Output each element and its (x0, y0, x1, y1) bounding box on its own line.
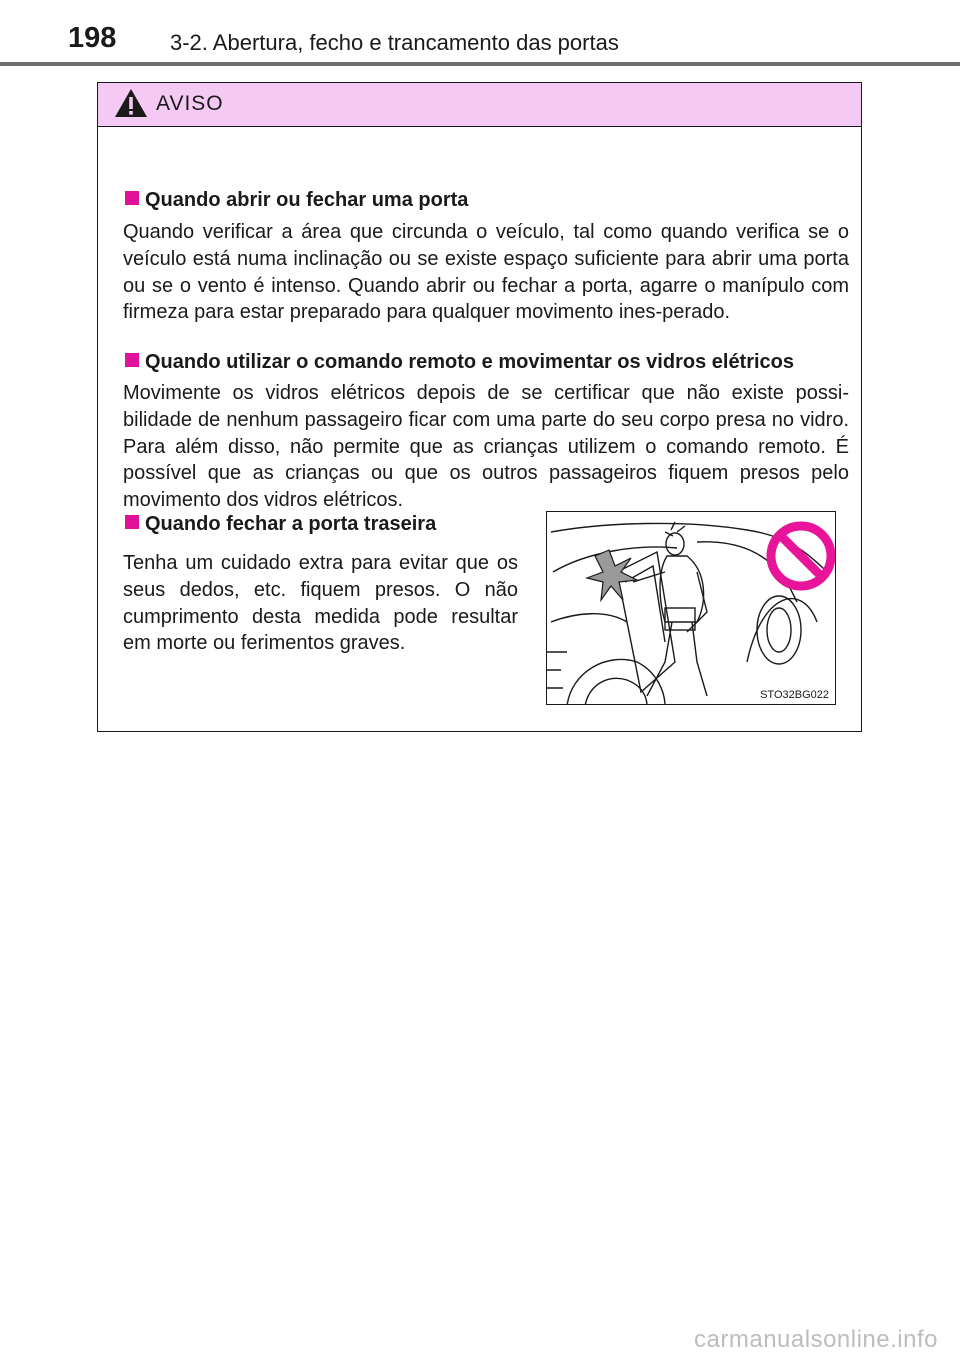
warning-triangle-icon (114, 88, 148, 118)
item-title: Quando utilizar o comando remoto e movimentar os vidros elétricos (125, 351, 794, 374)
item-title: Quando abrir ou fechar uma porta (125, 189, 468, 212)
watermark: carmanualsonline.info (694, 1326, 938, 1353)
bullet-square-icon (125, 191, 139, 205)
car-door-illustration (547, 512, 836, 705)
item-text: Movimente os vidros elétricos depois de se certificar que não existe possi-bilidade de nenhum passageiro ficar com uma parte do seu corpo presa no vidro. Para além disso, não permite que as crianças utilizem o comando remoto. É possível que as crianças ou que os outros passageiros fiquem presos pelo movimento dos vidros elétricos. (123, 382, 849, 512)
bullet-square-icon (125, 515, 139, 529)
section-title: 3-2. Abertura, fecho e trancamento das portas (170, 30, 619, 55)
warning-label: AVISO (156, 92, 224, 115)
figure-code: STO32BG022 (760, 689, 829, 701)
warning-header (98, 83, 861, 127)
illustration-rear-door (546, 511, 836, 705)
page-header (0, 0, 960, 68)
bullet-square-icon (125, 353, 139, 367)
item-text: Tenha um cuidado extra para evitar que os seus dedos, etc. fiquem presos. O não cumprimento desta medida pode resultar em morte ou ferimentos graves. (123, 552, 518, 655)
item-title: Quando fechar a porta traseira (125, 513, 436, 536)
warning-box (97, 82, 862, 732)
item-text: Quando verificar a área que circunda o veículo, tal como quando verifica se o veículo está numa inclinação ou se existe espaço suficiente para abrir uma porta ou se o vento é intenso. Quando abrir ou fechar a porta, agarre o manípulo com firmeza para estar preparado para qualquer movimento ines-perado. (123, 221, 849, 324)
page-number: 198 (68, 22, 117, 54)
header-rule (0, 62, 960, 66)
